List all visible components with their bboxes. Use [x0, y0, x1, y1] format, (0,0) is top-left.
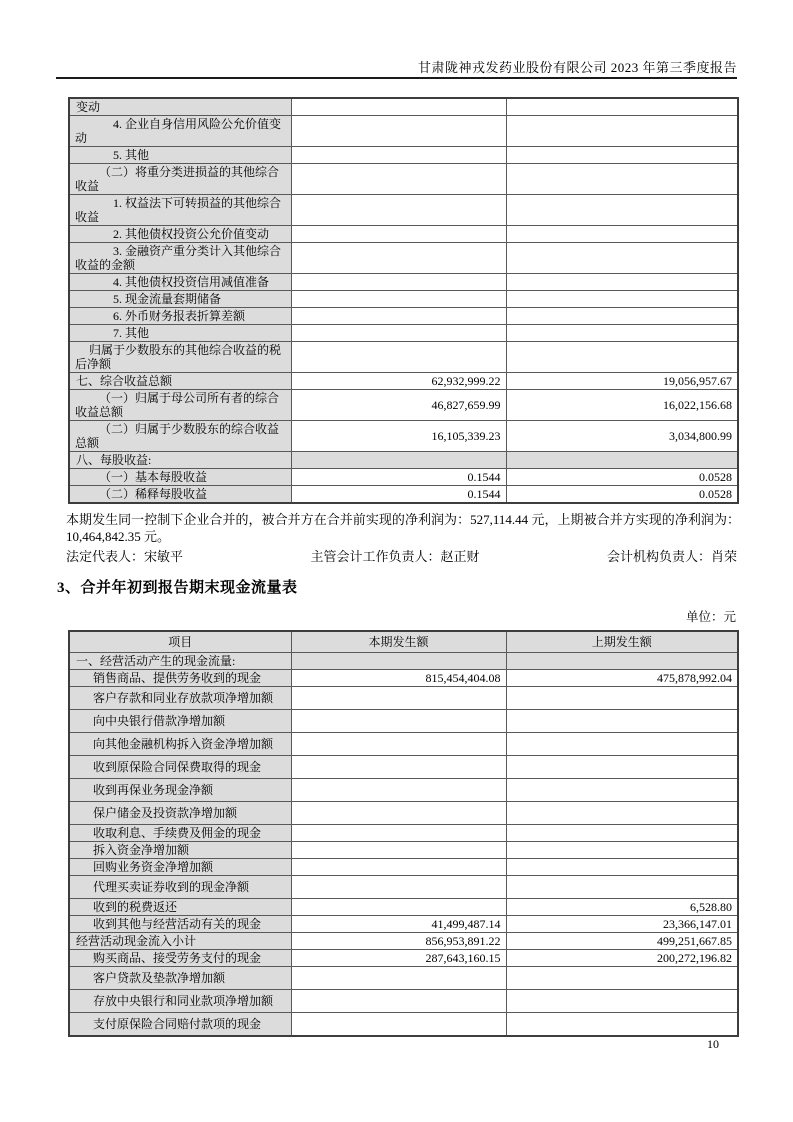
prior-period-cell: 475,878,992.04 [506, 670, 738, 687]
row-label: （二）稀释每股收益 [69, 486, 291, 504]
prior-period-cell [506, 195, 738, 226]
prior-period-cell: 499,251,667.85 [506, 933, 738, 950]
cashflow-table [68, 630, 739, 1037]
current-period-cell [291, 116, 506, 147]
header-row [69, 631, 738, 653]
note-paragraph: 本期发生同一控制下企业合并的，被合并方在合并前实现的净利润为：527,114.44 元，上期被合并方实现的净利润为：10,464,842.35 元。 [66, 512, 740, 544]
table-row [69, 876, 738, 899]
table-row [69, 653, 738, 670]
column-header: 本期发生额 [291, 631, 506, 653]
row-label: 购买商品、接受劳务支付的现金 [69, 950, 291, 967]
current-period-cell [291, 842, 506, 859]
row-label: 5. 其他 [69, 147, 291, 164]
current-period-cell: 0.1544 [291, 469, 506, 486]
table-row [69, 373, 738, 390]
row-label: 2. 其他债权投资公允价值变动 [69, 226, 291, 243]
current-period-cell [291, 291, 506, 308]
column-header: 上期发生额 [506, 631, 738, 653]
row-label: 支付原保险合同赔付款项的现金 [69, 1013, 291, 1037]
cashflow-table-head [69, 631, 738, 653]
row-label: 代理买卖证券收到的现金净额 [69, 876, 291, 899]
table-row [69, 342, 738, 373]
row-label: 收取利息、手续费及佣金的现金 [69, 825, 291, 842]
current-period-cell [291, 342, 506, 373]
current-period-cell [291, 98, 506, 116]
signature-chief-accountant: 主管会计工作负责人：赵正财 [310, 549, 480, 564]
table-row [69, 452, 738, 469]
row-label: 客户贷款及垫款净增加额 [69, 967, 291, 990]
prior-period-cell [506, 116, 738, 147]
prior-period-cell [506, 779, 738, 802]
current-period-cell [291, 687, 506, 710]
prior-period-cell [506, 308, 738, 325]
table-row [69, 670, 738, 687]
row-label: 收到的税费返还 [69, 899, 291, 916]
prior-period-cell [506, 291, 738, 308]
prior-period-cell [506, 876, 738, 899]
prior-period-cell [506, 1013, 738, 1037]
row-label: 收到其他与经营活动有关的现金 [69, 916, 291, 933]
current-period-cell: 287,643,160.15 [291, 950, 506, 967]
row-label: 收到原保险合同保费取得的现金 [69, 756, 291, 779]
row-label: 拆入资金净增加额 [69, 842, 291, 859]
row-label: 七、综合收益总额 [69, 373, 291, 390]
row-label: 向其他金融机构拆入资金净增加额 [69, 733, 291, 756]
current-period-cell: 62,932,999.22 [291, 373, 506, 390]
row-label: 收到再保业务现金净额 [69, 779, 291, 802]
comprehensive-income-table [68, 97, 739, 504]
table-row [69, 421, 738, 452]
column-header: 项目 [69, 631, 291, 653]
cashflow-section-heading: 3、合并年初到报告期末现金流量表 [57, 580, 298, 596]
current-period-cell [291, 779, 506, 802]
row-label: （二）将重分类进损益的其他综合收益 [69, 164, 291, 195]
prior-period-cell: 6,528.80 [506, 899, 738, 916]
current-period-cell [291, 733, 506, 756]
prior-period-cell [506, 164, 738, 195]
row-label: 八、每股收益: [69, 452, 291, 469]
current-period-cell [291, 899, 506, 916]
current-period-cell: 46,827,659.99 [291, 390, 506, 421]
table-row [69, 710, 738, 733]
prior-period-cell [506, 859, 738, 876]
table-row [69, 195, 738, 226]
current-period-cell [291, 1013, 506, 1037]
current-period-cell [291, 308, 506, 325]
prior-period-cell [506, 825, 738, 842]
current-period-cell [291, 452, 506, 469]
table-row [69, 98, 738, 116]
table-row [69, 226, 738, 243]
prior-period-cell [506, 653, 738, 670]
table-row [69, 916, 738, 933]
prior-period-cell [506, 342, 738, 373]
signature-legal-rep: 法定代表人：宋敏平 [66, 549, 184, 564]
prior-period-cell [506, 325, 738, 342]
unit-label: 单位：元 [685, 610, 736, 624]
table-row [69, 308, 738, 325]
prior-period-cell: 16,022,156.68 [506, 390, 738, 421]
table-row [69, 733, 738, 756]
signature-accounting-dept-head: 会计机构负责人：肖荣 [606, 549, 737, 564]
row-label: 6. 外币财务报表折算差额 [69, 308, 291, 325]
row-label: 4. 企业自身信用风险公允价值变动 [69, 116, 291, 147]
table-row [69, 842, 738, 859]
table-row [69, 274, 738, 291]
prior-period-cell [506, 990, 738, 1013]
table-row [69, 967, 738, 990]
table-row [69, 390, 738, 421]
current-period-cell [291, 325, 506, 342]
table-row [69, 687, 738, 710]
row-label: 向中央银行借款净增加额 [69, 710, 291, 733]
row-label: 3. 金融资产重分类计入其他综合收益的金额 [69, 243, 291, 274]
row-label: 一、经营活动产生的现金流量: [69, 653, 291, 670]
header-rule [56, 77, 737, 79]
row-label: （一）基本每股收益 [69, 469, 291, 486]
prior-period-cell [506, 967, 738, 990]
current-period-cell [291, 967, 506, 990]
current-period-cell [291, 990, 506, 1013]
current-period-cell [291, 164, 506, 195]
row-label: （二）归属于少数股东的综合收益总额 [69, 421, 291, 452]
row-label: 存放中央银行和同业款项净增加额 [69, 990, 291, 1013]
current-period-cell: 0.1544 [291, 486, 506, 504]
table-row [69, 116, 738, 147]
row-label: 1. 权益法下可转损益的其他综合收益 [69, 195, 291, 226]
signature-line [66, 546, 737, 565]
current-period-cell [291, 147, 506, 164]
table-row [69, 147, 738, 164]
table-row [69, 950, 738, 967]
row-label: 4. 其他债权投资信用减值准备 [69, 274, 291, 291]
current-period-cell: 815,454,404.08 [291, 670, 506, 687]
prior-period-cell [506, 733, 738, 756]
cashflow-table-body [69, 653, 738, 1037]
row-label: 7. 其他 [69, 325, 291, 342]
current-period-cell [291, 226, 506, 243]
prior-period-cell [506, 98, 738, 116]
current-period-cell: 856,953,891.22 [291, 933, 506, 950]
current-period-cell [291, 653, 506, 670]
prior-period-cell [506, 274, 738, 291]
income-table-body [69, 98, 738, 503]
current-period-cell: 41,499,487.14 [291, 916, 506, 933]
prior-period-cell [506, 452, 738, 469]
prior-period-cell [506, 802, 738, 825]
current-period-cell [291, 802, 506, 825]
row-label: 经营活动现金流入小计 [69, 933, 291, 950]
prior-period-cell: 200,272,196.82 [506, 950, 738, 967]
row-label: 回购业务资金净增加额 [69, 859, 291, 876]
table-row [69, 164, 738, 195]
current-period-cell [291, 710, 506, 733]
prior-period-cell [506, 756, 738, 779]
prior-period-cell [506, 842, 738, 859]
prior-period-cell: 23,366,147.01 [506, 916, 738, 933]
row-label: 客户存款和同业存放款项净增加额 [69, 687, 291, 710]
table-row [69, 899, 738, 916]
table-row [69, 325, 738, 342]
row-label: 归属于少数股东的其他综合收益的税后净额 [69, 342, 291, 373]
row-label: （一）归属于母公司所有者的综合收益总额 [69, 390, 291, 421]
table-row [69, 486, 738, 504]
table-row [69, 802, 738, 825]
row-label: 5. 现金流量套期储备 [69, 291, 291, 308]
current-period-cell: 16,105,339.23 [291, 421, 506, 452]
table-row [69, 933, 738, 950]
table-row [69, 825, 738, 842]
prior-period-cell [506, 226, 738, 243]
table-row [69, 859, 738, 876]
row-label: 销售商品、提供劳务收到的现金 [69, 670, 291, 687]
table-row [69, 756, 738, 779]
page-number: 10 [707, 1037, 719, 1051]
prior-period-cell [506, 147, 738, 164]
current-period-cell [291, 756, 506, 779]
table-row [69, 469, 738, 486]
current-period-cell [291, 825, 506, 842]
prior-period-cell [506, 243, 738, 274]
prior-period-cell: 3,034,800.99 [506, 421, 738, 452]
prior-period-cell: 19,056,957.67 [506, 373, 738, 390]
current-period-cell [291, 274, 506, 291]
current-period-cell [291, 876, 506, 899]
current-period-cell [291, 195, 506, 226]
row-label: 变动 [69, 98, 291, 116]
table-row [69, 1013, 738, 1037]
table-row [69, 291, 738, 308]
prior-period-cell [506, 710, 738, 733]
current-period-cell [291, 243, 506, 274]
prior-period-cell: 0.0528 [506, 486, 738, 504]
report-header-title: 甘肃陇神戎发药业股份有限公司 2023 年第三季度报告 [417, 60, 737, 75]
current-period-cell [291, 859, 506, 876]
table-row [69, 990, 738, 1013]
row-label: 保户储金及投资款净增加额 [69, 802, 291, 825]
prior-period-cell [506, 687, 738, 710]
table-row [69, 779, 738, 802]
prior-period-cell: 0.0528 [506, 469, 738, 486]
table-row [69, 243, 738, 274]
